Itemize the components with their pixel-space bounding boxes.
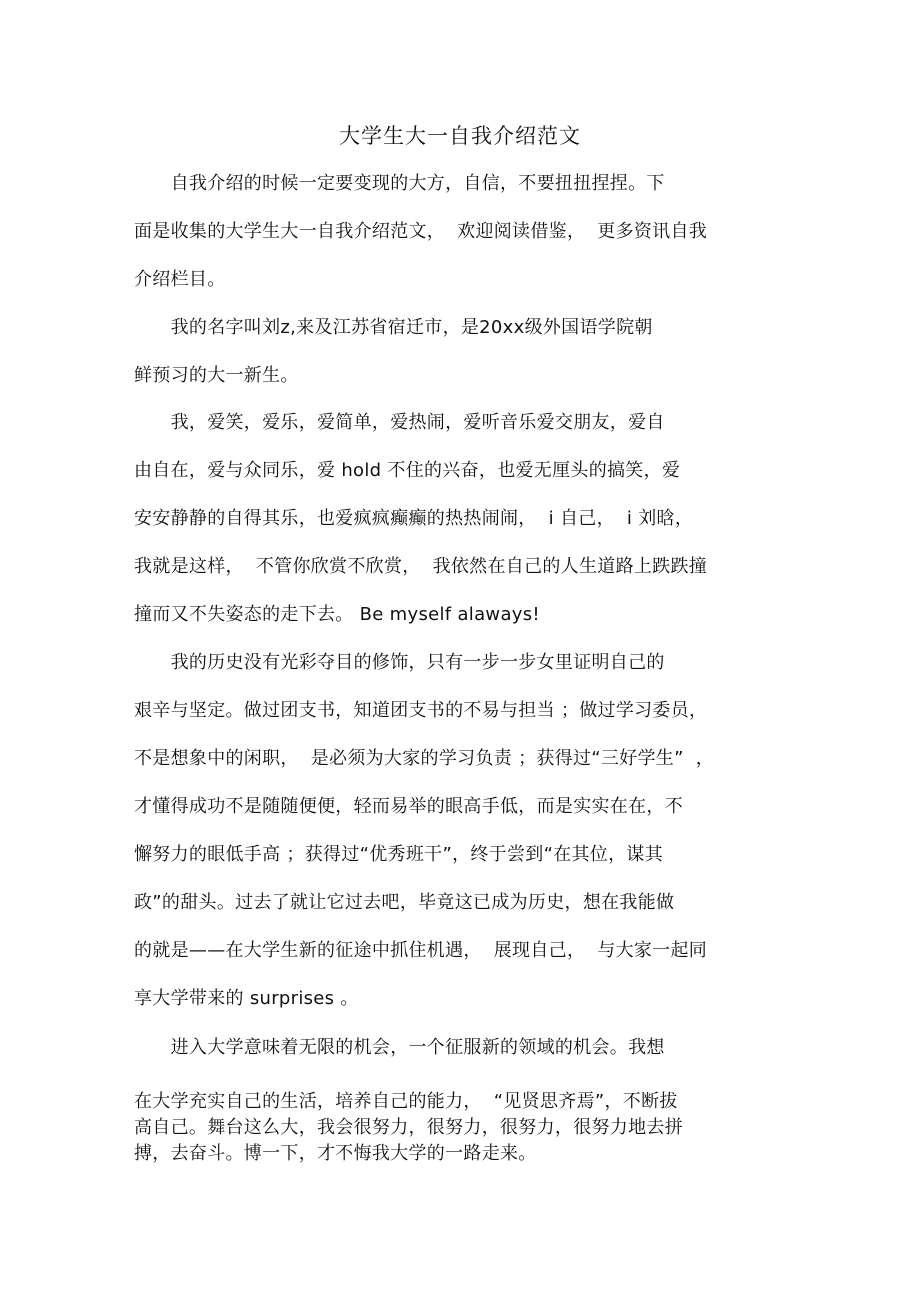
paragraph-line: 我就是这样， 不管你欣赏不欣赏， 我依然在自己的人生道路上跌跌撞 <box>134 556 708 577</box>
paragraph-line: 艰辛与坚定。做过团支书，知道团支书的不易与担当 ；做过学习委员， <box>134 700 708 721</box>
paragraph-line: 的就是——在大学生新的征途中抓住机遇， 展现自己， 与大家一起同 <box>134 940 708 961</box>
paragraph-line: 自我介绍的时候一定要变现的大方，自信，不要扭扭捏捏。下 <box>134 173 665 194</box>
paragraph-line: 才懂得成功不是随随便便，轻而易举的眼高手低，而是实实在在，不 <box>134 796 683 817</box>
paragraph-line: 撞而又不失姿态的走下去。 Be myself alaways! <box>134 604 540 625</box>
paragraph-line: 懈努力的眼低手高 ；获得过“优秀班干”，终于尝到“在其位，谋其 <box>134 844 663 865</box>
paragraph-line: 我，爱笑，爱乐，爱简单，爱热闹，爱听音乐爱交朋友，爱自 <box>134 412 665 433</box>
paragraph-line: 我的名字叫刘z,来及江苏省宿迁市，是20xx级外国语学院朝 <box>134 317 653 338</box>
paragraph-line: 介绍栏目。 <box>134 269 226 290</box>
document-title: 大学生大一自我介绍范文 <box>339 124 581 148</box>
paragraph-line: 政”的甜头。过去了就让它过去吧，毕竟这已成为历史，想在我能做 <box>134 892 675 913</box>
paragraph-line: 鲜预习的大一新生。 <box>134 365 299 386</box>
paragraph-line: 我的历史没有光彩夺目的修饰，只有一步一步女里证明自己的 <box>134 652 665 673</box>
paragraph-line: 享大学带来的 surprises 。 <box>134 988 359 1009</box>
paragraph-line: 由自在，爱与众同乐，爱 hold 不住的兴奋，也爱无厘头的搞笑，爱 <box>134 460 681 481</box>
paragraph-line: 安安静静的自得其乐，也爱疯疯癫癫的热热闹闹， i 自己， i 刘晗， <box>134 508 694 529</box>
paragraph-line: 搏，去奋斗。博一下，才不悔我大学的一路走来。 <box>134 1143 537 1164</box>
paragraph-line: 不是想象中的闲职， 是必须为大家的学习负责 ；获得过“三好学生” ， <box>134 748 715 769</box>
paragraph-line: 高自己。舞台这么大，我会很努力，很努力，很努力，很努力地去拼 <box>134 1117 683 1138</box>
paragraph-line: 进入大学意味着无限的机会，一个征服新的领域的机会。我想 <box>134 1037 665 1058</box>
paragraph-line: 在大学充实自己的生活，培养自己的能力， “见贤思齐焉”，不断拔 <box>134 1091 678 1112</box>
paragraph-line: 面是收集的大学生大一自我介绍范文， 欢迎阅读借鉴， 更多资讯自我 <box>134 221 708 242</box>
